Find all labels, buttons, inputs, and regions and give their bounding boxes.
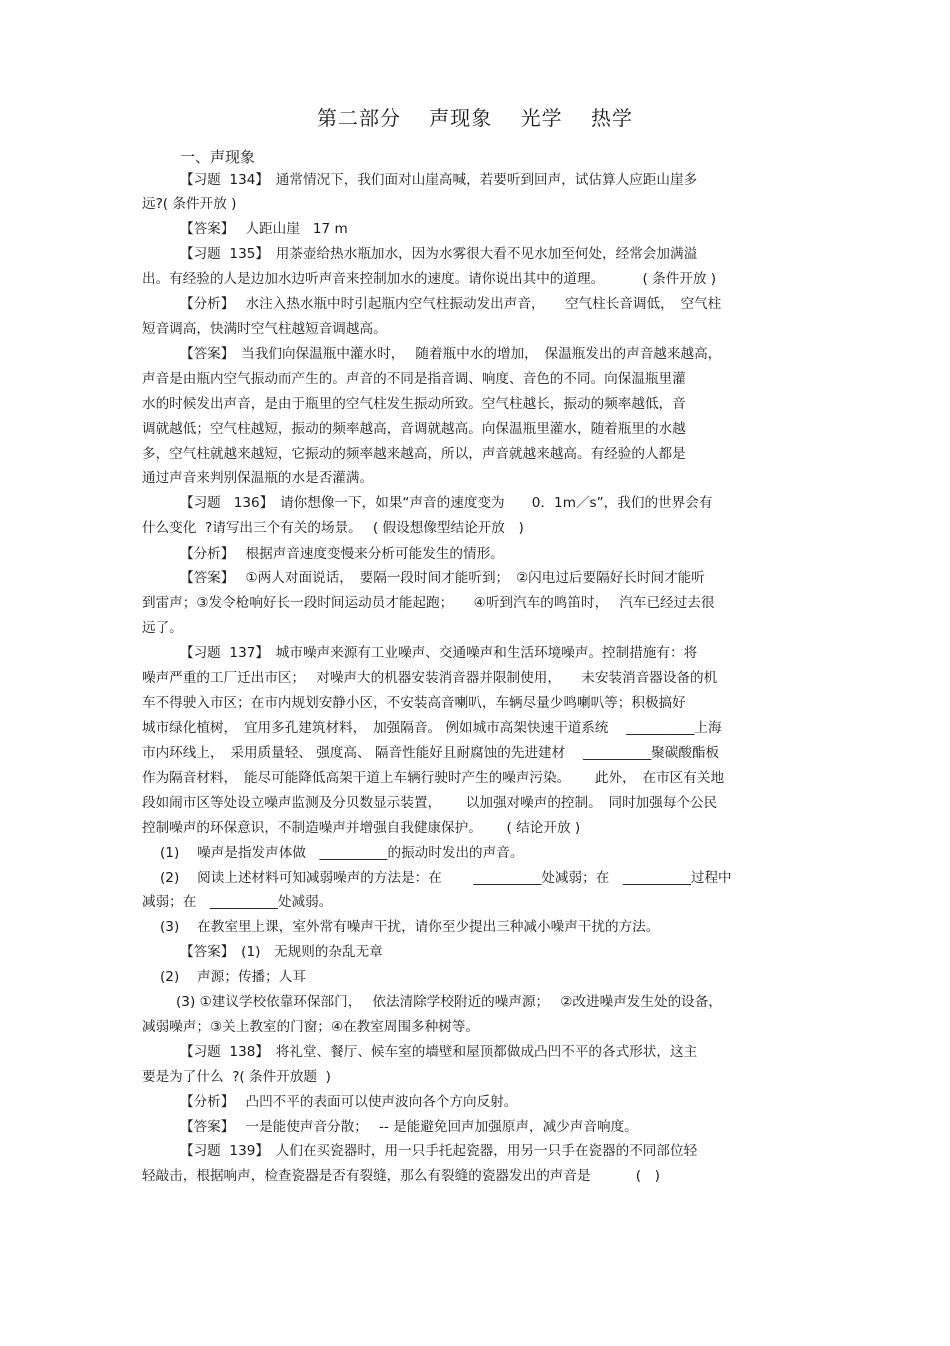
text-line: 【答案】 一是能使声音分散； -- 是能避免回声加强原声，减少声音响度。 (180, 1119, 638, 1135)
text-line: 车不得驶入市区；在市内规划安静小区，不安装高音喇叭，车辆尽量少鸣喇叭等；积极搞好 (142, 695, 686, 711)
text-line: 【分析】 水注入热水瓶中时引起瓶内空气柱振动发出声音， 空气柱长音调低， 空气柱 (180, 296, 722, 312)
text-line: 【答案】 人距山崖 17 m (180, 221, 348, 237)
text-line: 轻敲击，根据响声，检查瓷器是否有裂缝，那么有裂缝的瓷器发出的声音是 ( ) (142, 1168, 660, 1184)
text-line: 【答案】 ①两人对面说话， 要隔一段时间才能听到； ②闪电过后要隔好长时间才能听 (180, 570, 705, 586)
text-line: 【答案】 (1) 无规则的杂乱无章 (180, 944, 383, 960)
text-line: 【习题 137】 城市噪声来源有工业噪声、交通噪声和生活环境噪声。控制措施有：将 (180, 645, 698, 661)
text-line: 【习题 136】 请你想像一下，如果“声音的速度变为 0．1m／s”，我们的世界会有 (180, 495, 713, 511)
text-line: 噪声严重的工厂迁出市区； 对噪声大的机器安装消音器并限制使用， 未安装消音器设备的机 (142, 670, 718, 686)
text-line: (3) ①建议学校依靠环保部门， 依法清除学校附近的噪声源； ②改进噪声发生处的设备， (176, 994, 722, 1010)
section-heading: 一、声现象 (180, 148, 256, 166)
text-line: 远?( 条件开放 ) (142, 196, 237, 212)
text-line: 多，空气柱就越来越短，它振动的频率越来越高，所以，声音就越来越高。有经验的人都是 (142, 446, 686, 462)
text-line: 短音调高，快满时空气柱越短音调越高。 (142, 321, 387, 337)
text-line: 通过声音来判别保温瓶的水是否灌满。 (142, 470, 374, 486)
text-line: 【习题 134】 通常情况下，我们面对山崖高喊，若要听到回声，试估算人应距山崖多 (180, 172, 698, 188)
text-line: 市内环线上， 采用质量轻、 强度高、 隔音性能好且耐腐蚀的先进建材 __________聚碳酸酯板 (142, 745, 720, 761)
text-line: 【答案】 当我们向保温瓶中灌水时， 随着瓶中水的增加， 保温瓶发出的声音越来越高， (180, 346, 722, 362)
text-line: 作为隔音材料， 能尽可能降低高架干道上车辆行驶时产生的噪声污染。 此外， 在市区有关地 (142, 770, 725, 786)
text-line: 【分析】 凸凹不平的表面可以使声波向各个方向反射。 (180, 1094, 518, 1110)
text-line: 要是为了什么 ?( 条件开放题 ) (142, 1069, 331, 1085)
text-line: 城市绿化植树， 宜用多孔建筑材料， 加强隔音。 例如城市高架快速干道系统 __________上海 (142, 720, 722, 736)
text-line: 段如闹市区等处设立噪声监测及分贝数显示装置， 以加强对噪声的控制。 同时加强每个公民 (142, 795, 718, 811)
page-title: 第二部分 声现象 光学 热学 (316, 106, 634, 130)
text-line: 什么变化 ?请写出三个有关的场景。 ( 假设想像型结论开放 ) (142, 520, 524, 536)
text-line: 减弱噪声；③关上教室的门窗；④在教室周围多种树等。 (142, 1019, 480, 1035)
text-line: 【分析】 根据声音速度变慢来分析可能发生的情形。 (180, 546, 504, 562)
text-line: (1) 噪声是指发声体做 __________的振动时发出的声音。 (160, 845, 524, 861)
text-line: (2) 声源；传播；人耳 (160, 969, 306, 985)
text-line: 远了。 (142, 620, 183, 636)
text-line: 【习题 139】 人们在买瓷器时，用一只手托起瓷器，用另一只手在瓷器的不同部位轻 (180, 1143, 698, 1159)
text-line: 控制噪声的环保意识，不制造噪声并增强自我健康保护。 ( 结论开放 ) (142, 820, 581, 836)
text-line: 调就越低；空气柱越短，振动的频率越高，音调就越高。向保温瓶里灌水，随着瓶里的水越 (142, 421, 686, 437)
text-line: 出。有经验的人是边加水边听声音来控制加水的速度。请你说出其中的道理。 ( 条件开放 ) (142, 271, 717, 287)
text-line: (2) 阅读上述材料可知减弱噪声的方法是：在 __________处减弱；在 __________过程中 (160, 870, 732, 886)
text-line: (3) 在教室里上课，室外常有噪声干扰，请你至少提出三种减小噪声干扰的方法。 (160, 919, 660, 935)
text-line: 到雷声；③发令枪响好长一段时间运动员才能起跑； ④听到汽车的鸣笛时， 汽车已经过去很 (142, 595, 715, 611)
text-line: 【习题 138】 将礼堂、餐厅、候车室的墙壁和屋顶都做成凸凹不平的各式形状，这主 (180, 1044, 698, 1060)
text-line: 减弱；在 __________处减弱。 (142, 894, 333, 910)
text-line: 水的时候发出声音，是由于瓶里的空气柱发生振动所致。空气柱越长，振动的频率越低，音 (142, 396, 686, 412)
text-line: 声音是由瓶内空气振动而产生的。声音的不同是指音调、响度、音色的不同。向保温瓶里灌 (142, 371, 686, 387)
text-line: 【习题 135】 用茶壶给热水瓶加水，因为水雾很大看不见水加至何处，经常会加满溢 (180, 246, 698, 262)
